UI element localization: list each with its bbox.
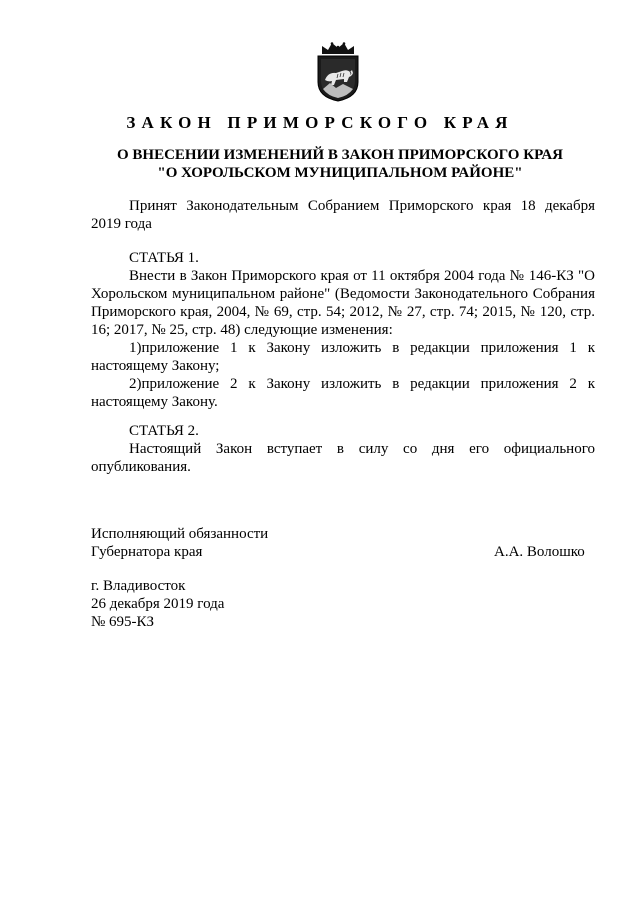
article-1-title: СТАТЬЯ 1. [129, 250, 199, 266]
footer-city: г. Владивосток [91, 578, 186, 594]
article-1-intro: Внести в Закон Приморского края от 11 октября 2004 года № 146-КЗ "О Хорольском муниципальном районе" (Ведомости Законодательного Собрания Приморского края, 2004, № 69, стр. 54; 2012, № 27, стр. 74; 2015, № 120, стр. 16; 2017, № 25, стр. 48) следующие изменения: [91, 268, 595, 338]
law-heading: ЗАКОН ПРИМОРСКОГО КРАЯ [126, 113, 514, 132]
signature-position [91, 525, 268, 561]
signature-position-line-1: Исполняющий обязанности [91, 526, 269, 542]
law-subtitle-line-1: О ВНЕСЕНИИ ИЗМЕНЕНИЙ В ЗАКОН ПРИМОРСКОГО КРАЯ [117, 147, 563, 163]
adoption-statement: Принят Законодательным Собранием Приморского края 18 декабря 2019 года [91, 198, 595, 232]
adoption-block [91, 197, 595, 233]
article-2 [91, 422, 595, 476]
signatory-name: А.А. Волошко [494, 544, 585, 560]
article-1-item-2: 2)приложение 2 к Закону изложить в редакции приложения 2 к настоящему Закону. [91, 376, 595, 410]
footer-number: № 695-КЗ [91, 614, 155, 630]
article-2-title: СТАТЬЯ 2. [129, 423, 199, 439]
document-footer [91, 577, 224, 631]
footer-date: 26 декабря 2019 года [91, 596, 225, 612]
primorsky-krai-coat-of-arms-icon [314, 42, 362, 102]
article-2-text: Настоящий Закон вступает в силу со дня его официального опубликования. [91, 441, 595, 475]
law-subtitle-line-2: "О ХОРОЛЬСКОМ МУНИЦИПАЛЬНОМ РАЙОНЕ" [157, 165, 523, 181]
article-1-item-1: 1)приложение 1 к Закону изложить в редакции приложения 1 к настоящему Закону; [91, 340, 595, 374]
signature-position-line-2: Губернатора края [91, 544, 203, 560]
article-1 [91, 249, 595, 411]
law-subtitle [60, 146, 620, 182]
